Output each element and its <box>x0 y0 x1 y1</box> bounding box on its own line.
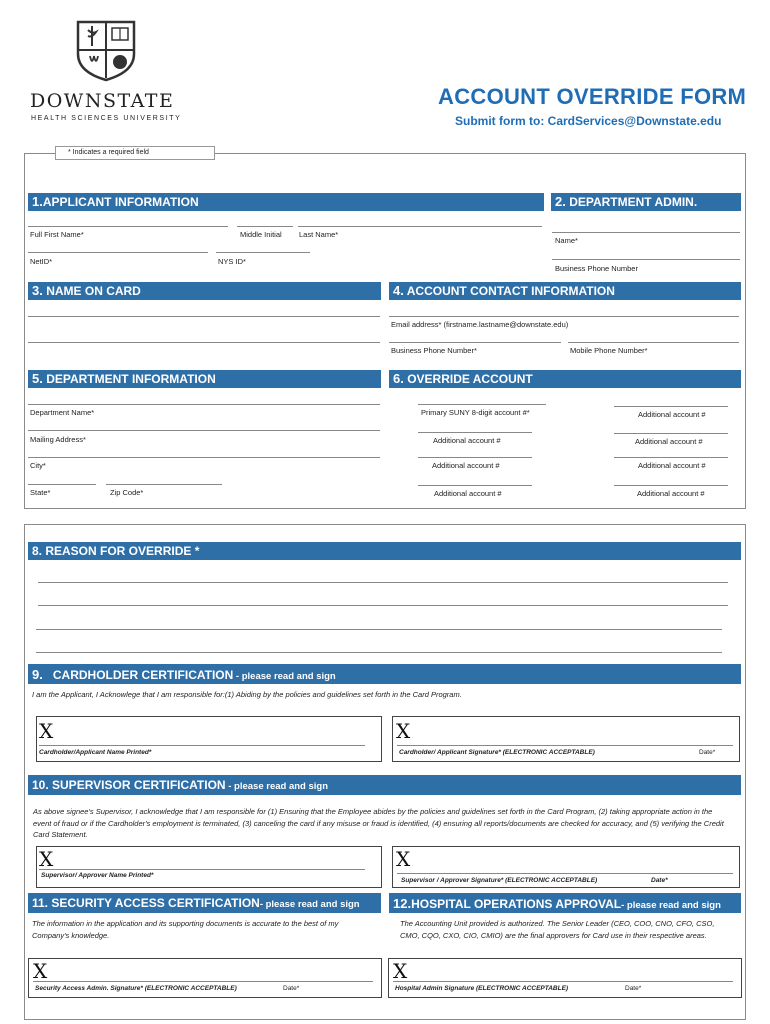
security-signature-label: Security Access Admin. Signature* (ELECTRONIC ACCEPTABLE) <box>35 985 237 992</box>
section-override-account-header: 6. OVERRIDE ACCOUNT <box>389 370 741 388</box>
cardholder-date-label: Date* <box>699 749 716 756</box>
security-signature-box[interactable] <box>28 958 382 998</box>
hospital-signature-line <box>393 981 733 982</box>
admin-name-line[interactable] <box>552 232 740 233</box>
mobile-phone-label: Mobile Phone Number* <box>570 346 648 355</box>
additional-account-line-5[interactable] <box>614 457 728 458</box>
x-mark: X <box>39 719 54 743</box>
supervisor-name-line <box>39 869 365 870</box>
section-dept-admin-header: 2. DEPARTMENT ADMIN. <box>551 193 741 211</box>
supervisor-name-label: Supervisor/ Approver Name Printed* <box>41 872 154 879</box>
additional-account-label-4: Additional account # <box>432 461 500 470</box>
x-mark: X <box>393 959 408 983</box>
primary-account-line[interactable] <box>418 404 546 405</box>
reason-line-3[interactable] <box>36 629 722 630</box>
business-phone-label: Business Phone Number* <box>391 346 477 355</box>
mailing-label: Mailing Address* <box>30 435 86 444</box>
cardholder-signature-line <box>397 745 733 746</box>
supervisor-signature-label: Supervisor / Approver Signature* (ELECTRONIC ACCEPTABLE) <box>401 877 598 884</box>
additional-account-line-7[interactable] <box>614 485 728 486</box>
cardholder-signature-label: Cardholder/ Applicant Signature* (ELECTRONIC ACCEPTABLE) <box>399 749 595 756</box>
middle-initial-label: Middle Initial <box>240 230 282 239</box>
section-contact-header: 4. ACCOUNT CONTACT INFORMATION <box>389 282 741 300</box>
section-reason-header: 8. REASON FOR OVERRIDE * <box>28 542 741 560</box>
supervisor-name-box[interactable] <box>36 846 382 888</box>
hospital-date-label: Date* <box>625 985 642 992</box>
cardholder-signature-box[interactable] <box>392 716 740 762</box>
section-supervisor-header: 10. SUPERVISOR CERTIFICATION - please read and sign <box>28 775 741 795</box>
first-name-line[interactable] <box>28 226 228 227</box>
hospital-signature-label: Hospital Admin Signature (ELECTRONIC ACCEPTABLE) <box>395 985 569 992</box>
admin-phone-label: Business Phone Number <box>555 264 638 273</box>
zip-line[interactable] <box>106 484 222 485</box>
university-logo <box>76 20 136 82</box>
additional-account-label-6: Additional account # <box>434 489 502 498</box>
email-line[interactable] <box>389 316 739 317</box>
cardholder-name-label: Cardholder/Applicant Name Printed* <box>39 749 152 756</box>
security-text: The information in the application and its supporting documents is accurate to the best of my Company's knowledge. <box>32 919 339 940</box>
submit-instructions: Submit form to: CardServices@Downstate.edu <box>455 114 722 128</box>
zip-label: Zip Code* <box>110 488 144 497</box>
supervisor-text: As above signee's Supervisor, I acknowledge that I am responsible for (1) Ensuring that the Employee abides by the policies and guidelines set forth in the Card Program, (2) taking appropriate action in the event of fraud or if the Cardholder's employment is terminated, (3) canceling the card if any misuse or fraud is identified, (4) ensuring all reports/documents are checked for accuracy, and (5) verifying the Credit Card Statement. <box>33 807 724 839</box>
supervisor-signature-box[interactable] <box>392 846 740 888</box>
additional-account-label-5: Additional account # <box>638 461 706 470</box>
shield-logo-icon <box>76 20 136 82</box>
cardholder-name-line <box>39 745 365 746</box>
city-label: City* <box>30 461 46 470</box>
x-mark: X <box>33 959 48 983</box>
reason-line-4[interactable] <box>36 652 722 653</box>
netid-line[interactable] <box>28 252 208 253</box>
reason-line-2[interactable] <box>38 605 728 606</box>
dept-name-label: Department Name* <box>30 408 95 417</box>
section-name-on-card-header: 3. NAME ON CARD <box>28 282 381 300</box>
business-phone-line[interactable] <box>389 342 561 343</box>
security-date-label: Date* <box>283 985 300 992</box>
admin-name-label: Name* <box>555 236 578 245</box>
hospital-text: The Accounting Unit provided is authorized. The Senior Leader (CEO, COO, CNO, CFO, CSO, CMO, CQO, CXO, CIO, CMIO) are the final approvers for Card use in their respective areas. <box>400 919 715 940</box>
additional-account-line-3[interactable] <box>614 433 728 434</box>
x-mark: X <box>396 719 411 743</box>
city-line[interactable] <box>28 457 380 458</box>
security-signature-line <box>33 981 373 982</box>
required-note-text: * Indicates a required field <box>68 149 149 156</box>
cardholder-text: I am the Applicant, I Acknowlege that I am responsible for:(1) Abiding by the policies and guidelines set forth in the Card Program. <box>32 690 462 699</box>
section-security-header: 11. SECURITY ACCESS CERTIFICATION- please read and sign <box>28 893 381 913</box>
additional-account-line-2[interactable] <box>418 432 532 433</box>
state-line[interactable] <box>28 484 96 485</box>
additional-account-line-6[interactable] <box>418 485 532 486</box>
netid-label: NetID* <box>30 257 53 266</box>
middle-initial-line[interactable] <box>237 226 293 227</box>
reason-line-1[interactable] <box>38 582 728 583</box>
hospital-signature-box[interactable] <box>388 958 742 998</box>
state-label: State* <box>30 488 51 497</box>
form-frame-bottom <box>24 524 746 1020</box>
form-title: ACCOUNT OVERRIDE FORM <box>438 84 747 109</box>
cardholder-name-box[interactable] <box>36 716 382 762</box>
x-mark: X <box>39 847 54 871</box>
last-name-label: Last Name* <box>299 230 339 239</box>
section-cardholder-header: 9. CARDHOLDER CERTIFICATION - please read and sign <box>28 664 741 684</box>
x-mark: X <box>396 847 411 871</box>
section-department-header: 5. DEPARTMENT INFORMATION <box>28 370 381 388</box>
logo-name: DOWNSTATE <box>30 90 175 112</box>
supervisor-signature-line <box>397 873 733 874</box>
additional-account-label-3: Additional account # <box>635 437 703 446</box>
section-applicant-header: 1.APPLICANT INFORMATION <box>28 193 544 211</box>
name-on-card-line-1[interactable] <box>28 316 380 317</box>
logo-subtitle: HEALTH SCIENCES UNIVERSITY <box>31 115 182 122</box>
email-label: Email address* (firstname.lastname@downstate.edu) <box>391 320 569 329</box>
supervisor-date-label: Date* <box>651 877 668 884</box>
nysid-line[interactable] <box>216 252 310 253</box>
section-hospital-header: 12.HOSPITAL OPERATIONS APPROVAL- please read and sign <box>389 893 741 913</box>
required-note <box>55 146 215 160</box>
primary-account-label: Primary SUNY 8-digit account #* <box>421 408 530 417</box>
additional-account-line-4[interactable] <box>418 457 532 458</box>
nysid-label: NYS ID* <box>218 257 246 266</box>
name-on-card-line-2[interactable] <box>28 342 380 343</box>
additional-account-label-7: Additional account # <box>637 489 705 498</box>
mobile-phone-line[interactable] <box>568 342 739 343</box>
additional-account-label-1: Additional account # <box>638 410 706 419</box>
additional-account-label-2: Additional account # <box>433 436 501 445</box>
last-name-line[interactable] <box>298 226 542 227</box>
admin-phone-line[interactable] <box>552 259 740 260</box>
first-name-label: Full First Name* <box>30 230 84 239</box>
additional-account-line-1[interactable] <box>614 406 728 407</box>
mailing-line[interactable] <box>28 430 380 431</box>
dept-name-line[interactable] <box>28 404 380 405</box>
